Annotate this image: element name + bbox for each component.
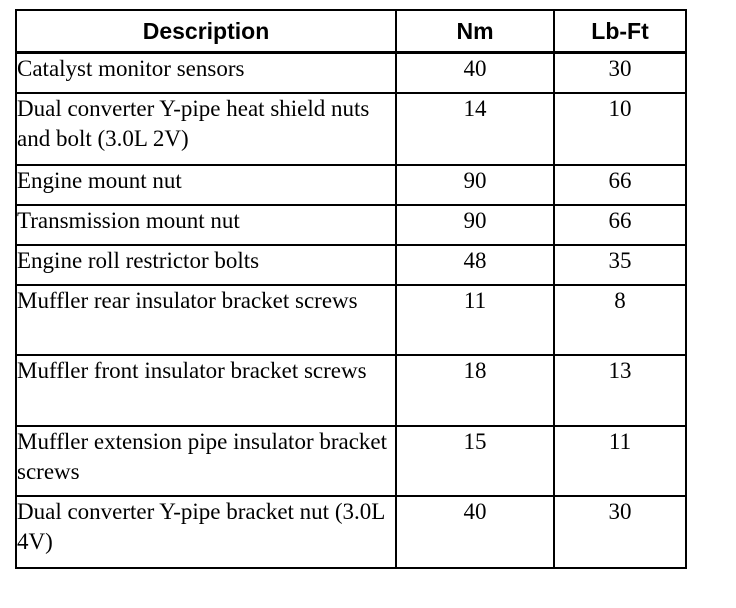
- row-nm: 48: [396, 245, 554, 285]
- row-description: Engine mount nut: [16, 165, 396, 205]
- row-nm: 11: [396, 285, 554, 355]
- table-row: [16, 205, 686, 245]
- row-nm: 90: [396, 205, 554, 245]
- row-description: Muffler extension pipe insulator bracket screws: [16, 426, 396, 496]
- row-nm: 90: [396, 165, 554, 205]
- row-description: Muffler rear insulator bracket screws: [16, 285, 396, 355]
- header-description: Description: [16, 10, 396, 53]
- table-row: [16, 355, 686, 426]
- row-description: Transmission mount nut: [16, 205, 396, 245]
- header-lbft: Lb-Ft: [554, 10, 686, 53]
- table-row: [16, 165, 686, 205]
- row-description: Dual converter Y-pipe bracket nut (3.0L 4V): [16, 496, 396, 568]
- row-lbft: 66: [554, 205, 686, 245]
- row-nm: 40: [396, 53, 554, 93]
- table-row: [16, 426, 686, 496]
- row-lbft: 66: [554, 165, 686, 205]
- table-row: [16, 496, 686, 568]
- row-lbft: 13: [554, 355, 686, 426]
- table-header-row: [16, 10, 686, 53]
- table-row: [16, 245, 686, 285]
- row-lbft: 35: [554, 245, 686, 285]
- header-nm: Nm: [396, 10, 554, 53]
- table-row: [16, 285, 686, 355]
- row-lbft: 30: [554, 496, 686, 568]
- row-nm: 18: [396, 355, 554, 426]
- row-lbft: 30: [554, 53, 686, 93]
- row-nm: 40: [396, 496, 554, 568]
- row-description: Dual converter Y-pipe heat shield nuts and bolt (3.0L 2V): [16, 93, 396, 165]
- row-nm: 15: [396, 426, 554, 496]
- row-description: Catalyst monitor sensors: [16, 53, 396, 93]
- table-row: [16, 53, 686, 93]
- row-description: Engine roll restrictor bolts: [16, 245, 396, 285]
- torque-spec-table: [15, 9, 687, 569]
- row-nm: 14: [396, 93, 554, 165]
- table-row: [16, 93, 686, 165]
- row-lbft: 11: [554, 426, 686, 496]
- row-lbft: 8: [554, 285, 686, 355]
- row-lbft: 10: [554, 93, 686, 165]
- row-description: Muffler front insulator bracket screws: [16, 355, 396, 426]
